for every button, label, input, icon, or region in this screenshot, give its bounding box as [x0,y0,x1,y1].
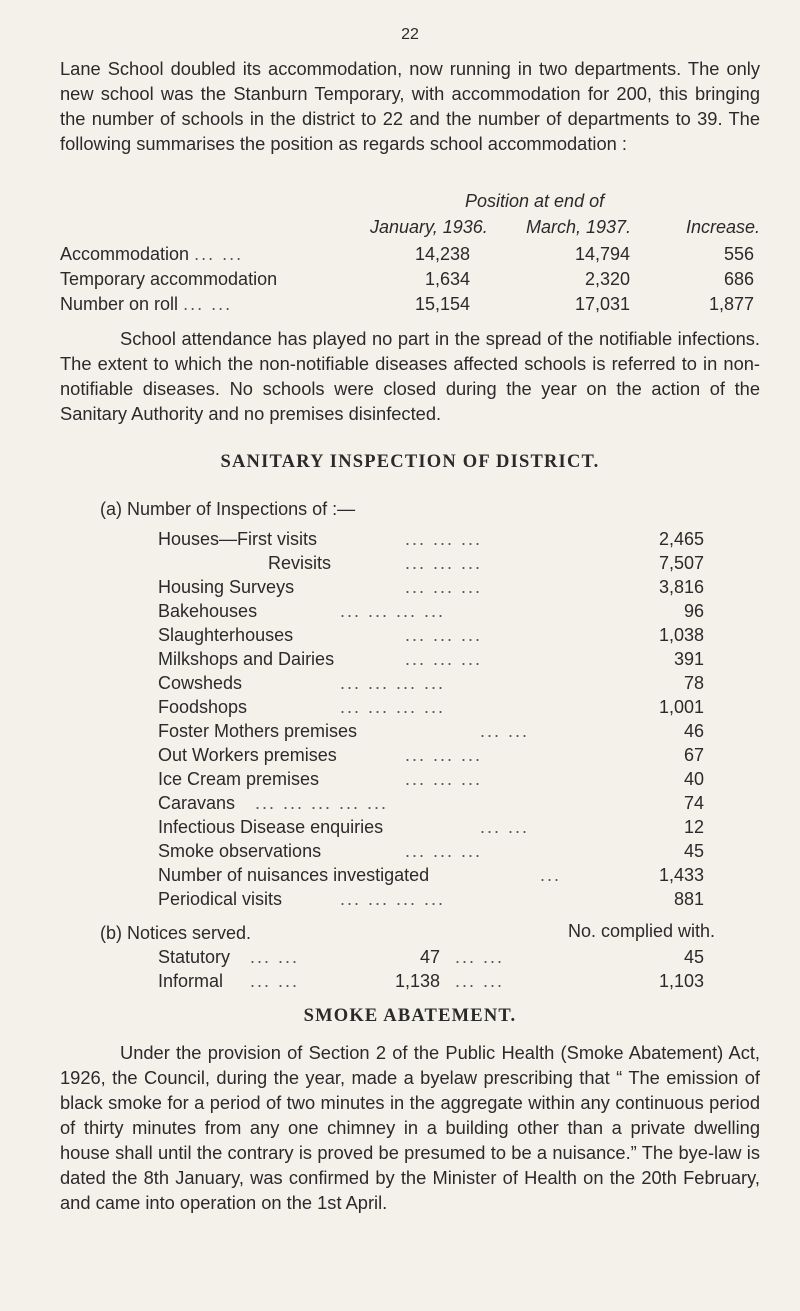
intro-paragraph: Lane School doubled its accommodation, now running in two departments. The only new school was the Stanburn Temporary, with accommodation for 200, this bringing the number of schools in the district to 22 and the number of departments to 39. The following summarises the position as regards school accommodation : [60,58,760,154]
notices-label: (b) Notices served. [100,923,252,943]
table-col-increase: Increase. [685,217,760,237]
list-item: Foodshops [158,697,248,717]
list-value: 78 [683,673,704,693]
leader-dots: ... ... [455,971,505,991]
list-value: 45 [683,841,704,861]
leader-dots: ... ... ... ... [340,601,446,621]
list-item: Slaughterhouses [158,625,294,645]
list-value: 74 [683,793,704,813]
smoke-heading: SMOKE ABATEMENT. [303,1006,517,1026]
list-item: Houses—First visits [158,529,318,549]
list-item: Caravans [158,793,236,813]
list-value: 1,433 [658,865,704,885]
table-cell: 1,877 [708,294,754,314]
notice-served: 47 [419,947,440,967]
list-item: Revisits [268,553,332,573]
list-item: Out Workers premises [158,745,337,765]
list-value: 391 [673,649,704,669]
table-row-label: Number on roll ... ... [60,294,233,314]
leader-dots: ... ... ... [405,841,483,861]
list-value: 881 [673,889,704,909]
list-value: 12 [683,817,704,837]
leader-dots: ... ... ... ... [340,697,446,717]
complied-header: No. complied with. [568,921,716,941]
notice-complied: 45 [683,947,704,967]
leader-dots: ... ... ... [405,769,483,789]
list-item: Cowsheds [158,673,243,693]
list-item: Bakehouses [158,601,258,621]
table-cell: 15,154 [414,294,470,314]
list-value: 40 [683,769,704,789]
leader-dots: ... ... [250,947,300,967]
notice-row-label: Statutory [158,947,231,967]
table-cell: 556 [723,244,754,264]
notice-row-label: Informal [158,971,224,991]
list-value: 46 [683,721,704,741]
table-cell: 17,031 [574,294,630,314]
leader-dots: ... ... ... [405,625,483,645]
leader-dots: ... ... ... ... [340,889,446,909]
table-col-january: January, 1936. [370,217,488,237]
table-row-label: Temporary accommodation [60,269,278,289]
table-cell: 14,794 [574,244,630,264]
list-value: 3,816 [658,577,704,597]
leader-dots: ... ... [480,817,530,837]
leader-dots: ... ... [480,721,530,741]
notice-served: 1,138 [394,971,440,991]
leader-dots: ... [540,865,562,885]
list-value: 1,038 [658,625,704,645]
leader-dots: ... ... ... [405,553,483,573]
list-value: 7,507 [658,553,704,573]
leader-dots: ... ... ... [405,577,483,597]
leader-dots: ... ... ... ... ... [255,793,389,813]
attendance-paragraph: School attendance has played no part in the spread of the notifiable infections. The extent to which the non-notifiable diseases affected schools is referred to in non-notifiable diseases. No schools were closed during the year on the action of the Sanitary Authority and no premises disinfected. [60,328,760,424]
leader-dots: ... ... ... [405,745,483,765]
sanitary-heading: SANITARY INSPECTION OF DISTRICT. [220,452,600,472]
table-cell: 14,238 [414,244,470,264]
list-item: Smoke observations [158,841,322,861]
list-item: Milkshops and Dairies [158,649,335,669]
leader-dots: ... ... ... [405,649,483,669]
table-cell: 686 [723,269,754,289]
list-item: Periodical visits [158,889,283,909]
list-item: Foster Mothers premises [158,721,358,741]
leader-dots: ... ... [455,947,505,967]
inspections-label: (a) Number of Inspections of :— [100,499,356,519]
table-cell: 2,320 [584,269,630,289]
page-number: 22 [401,26,419,43]
list-item: Number of nuisances investigated [158,865,430,885]
notice-complied: 1,103 [658,971,704,991]
list-value: 67 [683,745,704,765]
list-value: 2,465 [658,529,704,549]
list-value: 96 [683,601,704,621]
list-item: Housing Surveys [158,577,295,597]
leader-dots: ... ... ... ... [340,673,446,693]
list-item: Ice Cream premises [158,769,320,789]
table-cell: 1,634 [424,269,470,289]
list-value: 1,001 [658,697,704,717]
table-header-top: Position at end of [465,191,605,211]
table-col-march: March, 1937. [526,217,632,237]
leader-dots: ... ... ... [405,529,483,549]
smoke-paragraph: Under the provision of Section 2 of the Public Health (Smoke Abatement) Act, 1926, the Council, during the year, made a byelaw prescribing that “ The emission of black smoke for a period of two minutes in the aggregate within any continuous period of thirty minutes from any one chimney in a building other than a private dwelling house shall until the contrary is proved be presumed to be a nuisance.” The bye-law is dated the 8th January, was confirmed by the Minister of Health on the 20th February, and came into operation on the 1st April. [60,1042,760,1213]
leader-dots: ... ... [250,971,300,991]
list-item: Infectious Disease enquiries [158,817,384,837]
table-row-label: Accommodation ... ... [60,244,244,264]
